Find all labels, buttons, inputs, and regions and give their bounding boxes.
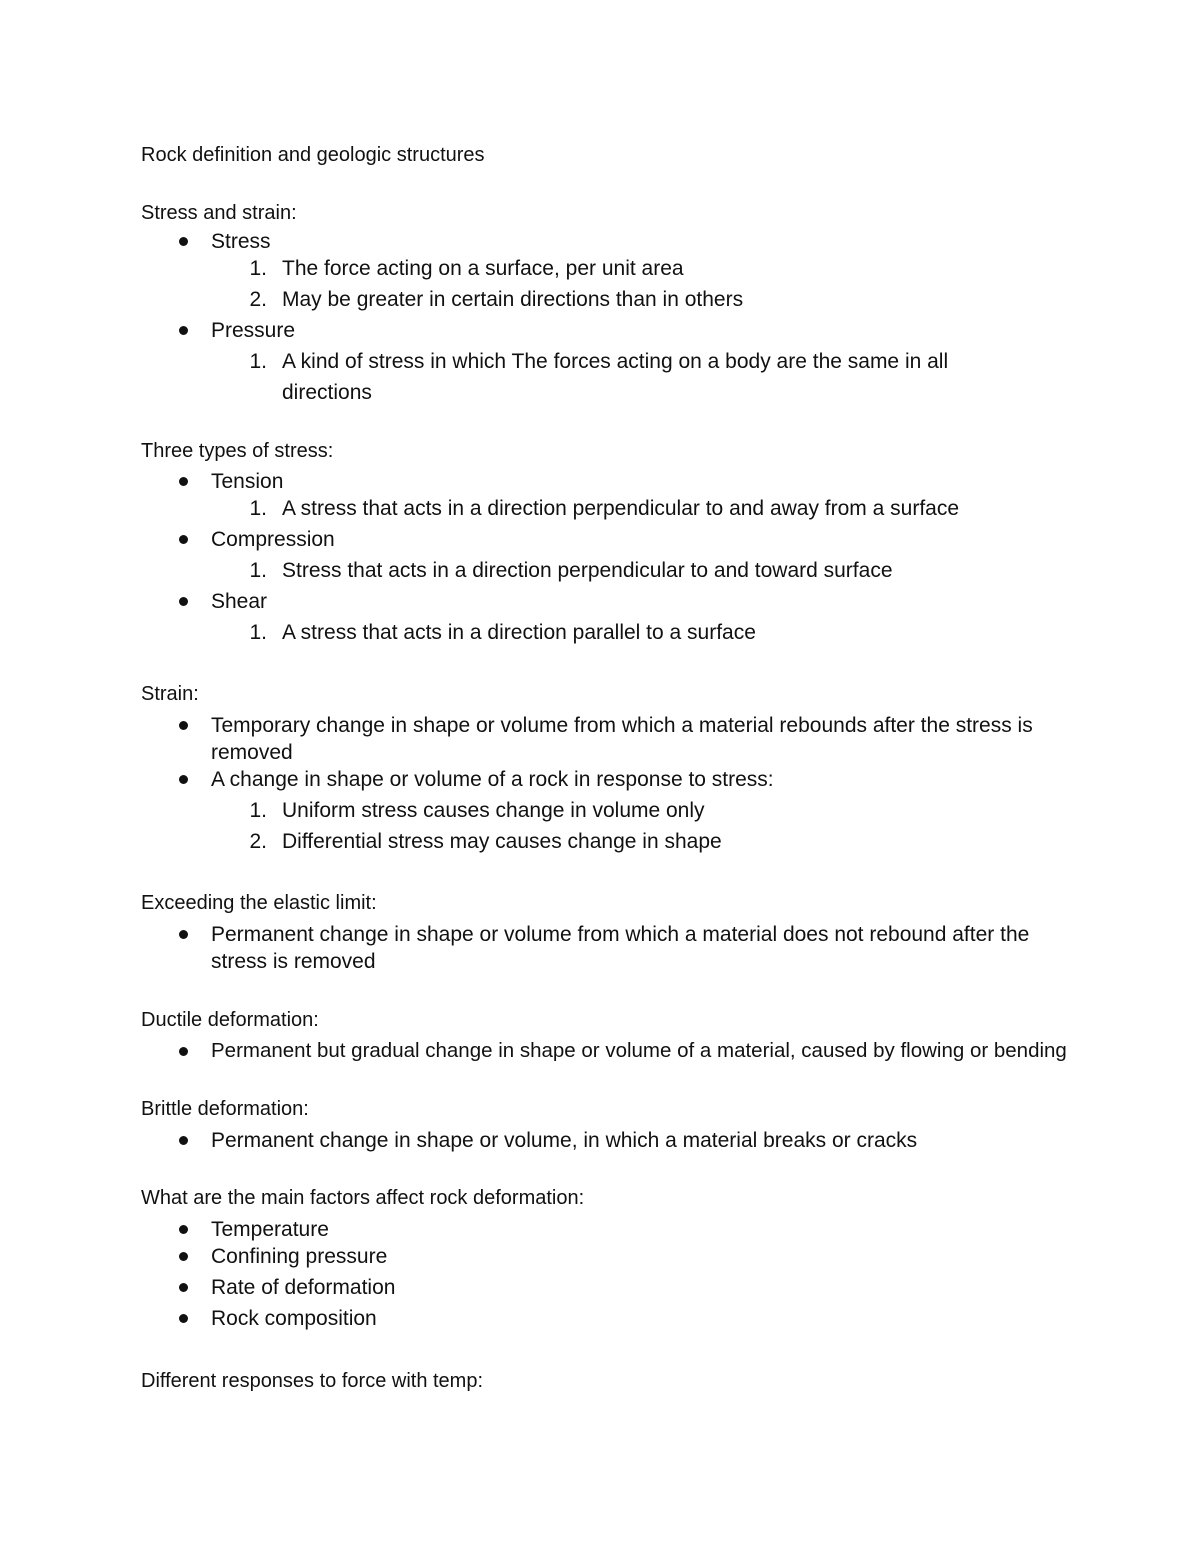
bullet-icon [179,597,188,606]
bullet-item: Permanent but gradual change in shape or volume of a material, caused by flowing or bending [211,1039,1067,1062]
bullet-item: Pressure [211,319,296,342]
bullet-item: Temporary change in shape or volume from which a material rebounds after the stress is [211,714,1033,737]
bullet-icon [179,930,188,939]
section-heading: Brittle deformation: [141,1098,309,1120]
section-heading: Exceeding the elastic limit: [141,892,377,914]
numbered-item: Stress that acts in a direction perpendicular to and toward surface [282,559,893,582]
bullet-item-continuation: stress is removed [211,950,376,973]
bullet-icon [179,535,188,544]
section-heading: Different responses to force with temp: [141,1370,484,1392]
bullet-icon [179,237,188,246]
numbered-item: A stress that acts in a direction perpendicular to and away from a surface [282,497,960,520]
numbered-item: The force acting on a surface, per unit area [282,257,684,280]
list-number: 1. [249,559,267,582]
bullet-icon [179,477,188,486]
document-title: Rock definition and geologic structures [141,144,485,166]
bullet-icon [179,1225,188,1234]
bullet-item: Permanent change in shape or volume from which a material does not rebound after the [211,923,1030,946]
section-heading: Stress and strain: [141,202,297,224]
bullet-item: Shear [211,590,268,613]
bullet-item: Tension [211,470,284,493]
list-number: 1. [249,257,267,280]
bullet-icon [179,326,188,335]
numbered-item-continuation: directions [282,381,372,404]
bullet-item: A change in shape or volume of a rock in response to stress: [211,768,774,791]
numbered-item: Differential stress may causes change in shape [282,830,722,853]
numbered-item: Uniform stress causes change in volume only [282,799,705,822]
numbered-item: A kind of stress in which The forces acting on a body are the same in all [282,350,949,373]
bullet-icon [179,721,188,730]
bullet-icon [179,1252,188,1261]
bullet-icon [179,1047,188,1056]
list-number: 1. [249,497,267,520]
bullet-item-continuation: removed [211,741,293,764]
bullet-icon [179,1283,188,1292]
bullet-item: Stress [211,230,271,253]
bullet-item: Rate of deformation [211,1276,396,1299]
bullet-icon [179,775,188,784]
section-heading: Three types of stress: [141,440,334,462]
numbered-item: A stress that acts in a direction parallel to a surface [282,621,756,644]
section-heading: Strain: [141,683,199,705]
list-number: 1. [249,799,267,822]
section-heading: Ductile deformation: [141,1009,319,1031]
bullet-item: Permanent change in shape or volume, in which a material breaks or cracks [211,1129,918,1152]
bullet-item: Rock composition [211,1307,377,1330]
bullet-item: Compression [211,528,335,551]
section-heading: What are the main factors affect rock deformation: [141,1187,585,1209]
bullet-icon [179,1136,188,1145]
list-number: 2. [249,288,267,311]
list-number: 1. [249,621,267,644]
list-number: 1. [249,350,267,373]
bullet-icon [179,1314,188,1323]
list-number: 2. [249,830,267,853]
bullet-item: Temperature [211,1218,329,1241]
bullet-item: Confining pressure [211,1245,388,1268]
numbered-item: May be greater in certain directions than in others [282,288,744,311]
